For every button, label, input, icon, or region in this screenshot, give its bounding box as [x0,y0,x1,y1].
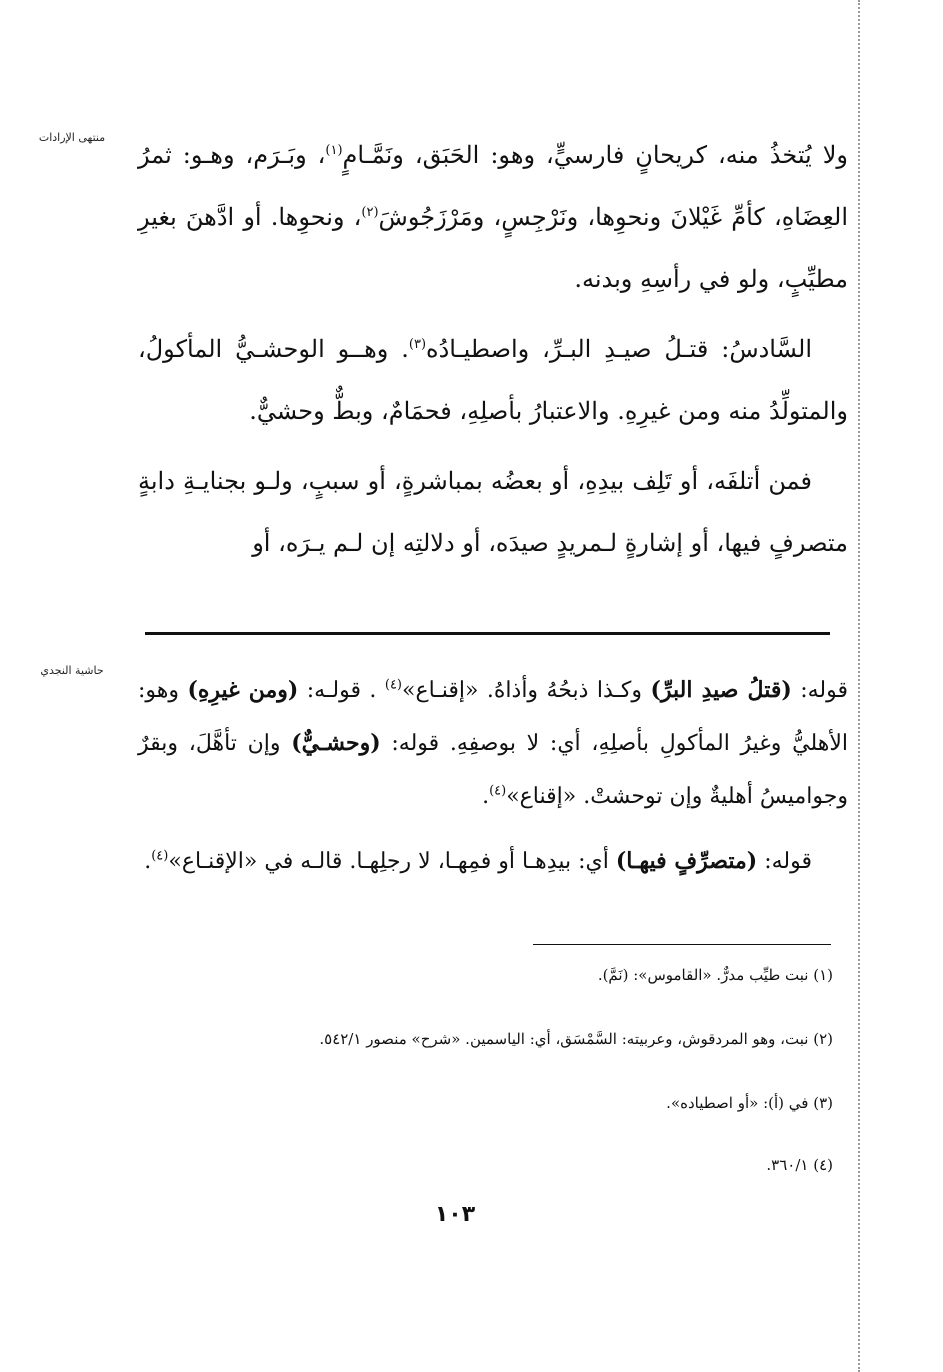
footnote-4: (٤) ٣٦٠/١. [766,1156,833,1174]
gloss-paragraph-1: قوله: (قتلُ صيدِ البرِّ) وكـذا ذبحُهُ وأذاهُ. «إقنـاع»$^{(٤)}$ . قولـه: (ومن غيرِهِ) وهو: الأهليُّ وغيرُ المأكولِ بأصلِهِ، أي: لا بوصفِهِ. قوله: (وحشـيٌّ) وإن تأهَّلَ، وبقرٌ وجواميسُ أهليةٌ وإن توحشتْ. «إقناع»$^{(٤)}$. [138,677,849,809]
main-paragraph-1: ولا يُتخذُ منه، كريحانٍ فارسيٍّ، وهو: الحَبَق، ونَمَّـامٍ$^{(١)}$، وبَـرَم، وهـو: ثمرُ العِضَاهِ، كأمِّ غَيْلانَ ونحوِها، ونَرْجِسٍ، ومَرْزَجُوشَ$^{(٢)}$، ونحوِها. أو ادَّهنَ بغيرِ مطيِّبٍ، ولو في رأسِهِ وبدنه. [138,141,848,293]
side-label-gloss: حاشية النجدي [40,664,104,677]
gloss-text [138,664,848,888]
main-paragraph-3: فمن أتلفَه، أو تَلِف بيدِهِ، أو بعضُه بمباشرةٍ، أو سببٍ، ولـو بجنايـةِ دابةٍ متصرفٍ فيها، أو إشارةٍ لـمريدٍ صيدَه، أو دلالتِه إن لـم يـرَه، أو [138,467,848,557]
scan-edge-line [858,0,860,1372]
main-text [138,124,848,574]
footnote-1: (١) نبت طيِّب مدرٌّ. «القاموس»: (نَمَّ). [597,966,833,984]
page-number: ١٠٣ [434,1202,476,1227]
footnote-3: (٣) في (أ): «أو اصطياده». [666,1094,833,1112]
footnote-divider [533,944,831,945]
footnote-ref-1: (١) [325,143,343,158]
gloss-headword: (وحشـيٌّ) [291,730,381,756]
footnote-ref-4: (٤) [384,677,402,693]
gloss-headword: (متصرِّفٍ فيهـا) [615,848,758,874]
gloss-paragraph-2: قوله: (متصرِّفٍ فيهـا) أي: بيدِهـا أو فمِهـا، لا رجلِهـا. قالـه في «الإقنـاع»$^{(٤)}$. [144,848,812,874]
main-paragraph-2: السَّادسُ: قتـلُ صيـدِ البـرِّ، واصطيـادُه$^{(٣)}$. وهــو الوحشـيُّ المأكولُ، والمتولِّدُ منه ومن غيرِهِ. والاعتبارُ بأصلِهِ، فحمَامٌ، وبطٌّ وحشيٌّ. [138,335,848,425]
footnote-2: (٢) نبت، وهو المردقوش، وعربيته: السَّمْسَق، أي: الياسمين. «شرح» منصور ٥٤٢/١. [319,1030,833,1048]
footnote-ref-4: (٤) [151,848,169,864]
footnote-ref-2: (٢) [361,205,379,220]
gloss-headword: (قتلُ صيدِ البرِّ) [650,677,792,703]
gloss-headword: (ومن غيرِهِ) [187,677,299,703]
section-divider [145,632,830,635]
footnote-ref-3: (٣) [408,337,427,352]
side-label-source: منتهى الإرادات [38,131,106,144]
footnote-ref-4: (٤) [489,783,507,799]
